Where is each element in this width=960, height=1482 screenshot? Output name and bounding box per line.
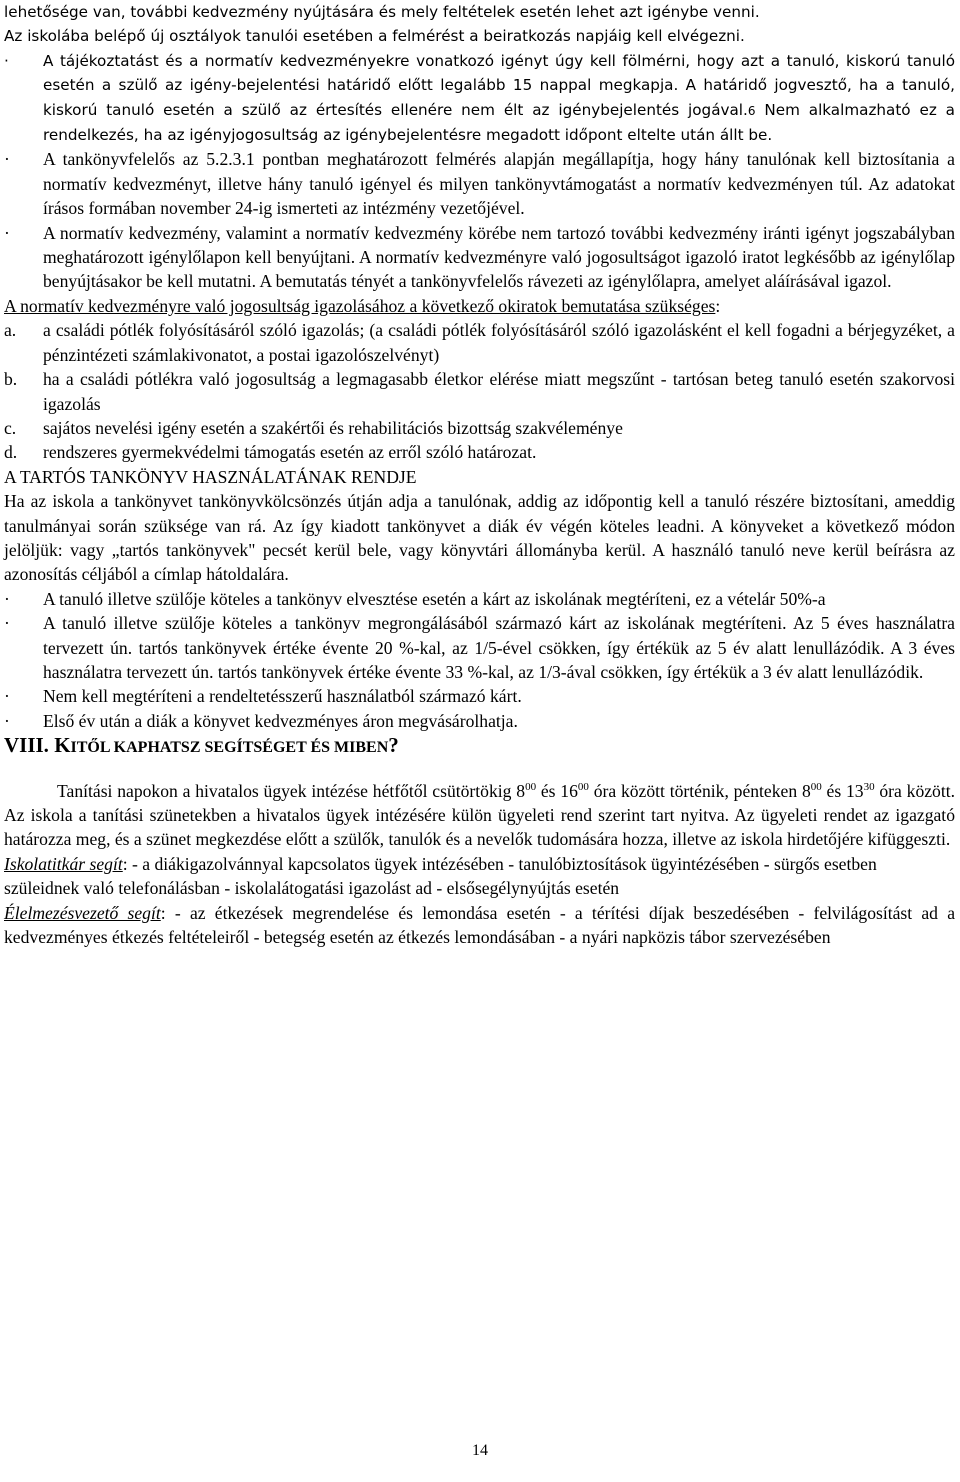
hours-text-2: és 16 bbox=[536, 780, 578, 801]
hours-text-1: Tanítási napokon a hivatalos ügyek intézése hétfőtől csütörtökig 8 bbox=[57, 780, 526, 801]
document-item-c bbox=[4, 416, 955, 440]
bullet-marker: · bbox=[4, 588, 10, 609]
bullet-marker: · bbox=[4, 149, 10, 170]
bullet-text: A tanuló illetve szülője köteles a tankönyv megrongálásából származó kárt az iskolának megtéríteni. Az 5 éves használatra tervezett ún. tartós tankönyvek értéke évente 20 %-kal, az 1/5-ével csökken, így értékük az 5 év alatt lenullázódik. A 3 éves használatra tervezett ún. tartós tankönyvek értéke évente 33 %-kal, az 1/3-ával csökken, így értékük a 3 év alatt lenullázódik. bbox=[43, 613, 955, 682]
hours-sup-2: 00 bbox=[577, 780, 589, 793]
role-title: Iskolatitkár segít bbox=[4, 853, 123, 874]
role-title: Élelmezésvezető segít bbox=[4, 902, 161, 923]
bullet-text: Első év után a diák a könyvet kedvezményes áron megvásárolhatja. bbox=[43, 710, 518, 731]
footnote-ref: 6 bbox=[747, 103, 756, 118]
hours-sup-3: 00 bbox=[810, 780, 822, 793]
bullet-text: A tanuló illetve szülője köteles a tankönyv elvesztése esetén a kárt az iskolának megtéríteni, ez a vételár 50%-a bbox=[43, 588, 826, 609]
office-hours-paragraph bbox=[4, 779, 955, 852]
tartos-bullet-1 bbox=[4, 587, 955, 611]
page-number: 14 bbox=[472, 1442, 488, 1459]
hours-text-5: óra között. Az iskola a tanítási szünetekben a hivatalos ügyek intézésére külön ügyeleti rend szerint tart nyitva. Az ügyeleti rendet az igazgató határozza meg, és a szünet megkezdése előtt a szülők, tanulók és a nevelők tudomására hozza, illetve az iskola hirdetőjére kifüggeszti. bbox=[4, 780, 956, 850]
tartos-bullet-4 bbox=[4, 709, 955, 733]
bullet-tankonyvfelelos bbox=[4, 147, 955, 220]
hours-sup-4: 30 bbox=[863, 780, 875, 793]
section-8-title-rest: ITŐL KAPHATSZ SEGÍTSÉGET ÉS MIBEN bbox=[70, 739, 389, 757]
item-text: ha a családi pótlékra való jogosultság a legmagasabb életkor elérése miatt megszűnt - tartósan beteg tanuló esetén szakorvosi igazolás bbox=[43, 369, 955, 414]
role-text: : - az étkezések megrendelése és lemondása esetén - a térítési díjak beszedésében - felvilágosítást ad a kedvezményes étkezés feltételeiről - betegség esetén az étkezés lemondásában - a nyári napközis tábor szervezésében bbox=[4, 902, 956, 948]
bullet-marker: · bbox=[4, 710, 10, 731]
item-marker: b. bbox=[4, 369, 18, 390]
item-marker: c. bbox=[4, 417, 17, 438]
intro-line-1: lehetősége van, további kedvezmény nyújtására és mely feltételek esetén lehet azt igénybe venni. bbox=[4, 3, 760, 21]
bullet-text-part2: Nem alkalmazható ez a rendelkezés, ha az igényjogosultság az igénybejelentésre megadott időpont eltelte után állt be. bbox=[43, 100, 955, 145]
tartos-bullet-3 bbox=[4, 684, 955, 708]
bullet-text-part1: A tájékoztatást és a normatív kedvezményekre vonatkozó igényt úgy kell fölmérni, hogy azt a tanuló, kiskorú tanuló esetén a szülő az igény-bejelentési határidő előtt legalább 15 nappal megkapja. A határidő jogvesztő, ha a tanuló, kiskorú tanuló esetén a szülő az értesítés ellenére nem élt az igénybejelentés jogával. bbox=[43, 51, 955, 119]
documents-heading bbox=[4, 294, 955, 318]
bullet-igenylolap bbox=[4, 221, 955, 294]
role-iskolatitkar bbox=[4, 852, 955, 901]
tartos-bullet-2 bbox=[4, 611, 955, 684]
bullet-marker: · bbox=[4, 222, 10, 243]
bullet-text bbox=[43, 49, 955, 148]
item-marker: d. bbox=[4, 442, 18, 463]
bullet-marker: · bbox=[4, 51, 9, 70]
bullet-text: A tankönyvfelelős az 5.2.3.1 pontban meghatározott felmérés alapján megállapítja, hogy hány tanulónak kell biztosítania a normatív kedvezményt, illetve hány tanuló igényel és milyen tankönyvtámogatást a normatív kedvezményen túl. Az adatokat írásos formában november 24-ig ismerteti az intézmény vezetőjével. bbox=[43, 149, 955, 219]
role-elelmezesvezeto bbox=[4, 901, 955, 950]
document-item-b bbox=[4, 367, 955, 416]
section-8-title bbox=[4, 733, 955, 760]
bullet-marker: · bbox=[4, 686, 10, 707]
section-8-title-end: ? bbox=[388, 733, 399, 758]
hours-sup-1: 00 bbox=[525, 780, 537, 793]
item-text: a családi pótlék folyósításáról szóló igazolás; (a családi pótlék folyósításáról szóló igazolásként el kell fogadni a bérjegyzéket, a pénzintézeti számlakivonatot, a postai igazolószelvényt) bbox=[43, 320, 955, 365]
section-8-number: VIII. bbox=[4, 733, 55, 758]
intro-line-2: Az iskolába belépő új osztályok tanulói esetében a felmérést a beiratkozás napjáig kell elvégezni. bbox=[4, 27, 745, 46]
bullet-text: Nem kell megtéríteni a rendeltetésszerű használatból származó kárt. bbox=[43, 686, 522, 707]
bullet-tajekoztatas bbox=[4, 49, 955, 148]
bullet-text: A normatív kedvezmény, valamint a normatív kedvezmény körébe nem tartozó további kedvezmény iránti igényt jogszabályban meghatározott igénylőlapon kell benyújtani. A normatív kedvezményre való jogosultságot igazoló iratot legkésőbb az igénylőlap benyújtásakor be kell mutatni. A bemutatás tényét a tankönyvfelelős rávezeti az igénylőlapra, amelyet aláírásával igazol. bbox=[43, 222, 955, 292]
document-item-a bbox=[4, 318, 955, 367]
item-text: rendszeres gyermekvédelmi támogatás esetén az erről szóló határozat. bbox=[43, 442, 537, 463]
bullet-marker: · bbox=[4, 613, 10, 634]
document-item-d bbox=[4, 440, 955, 464]
section-8-title-initial: K bbox=[54, 733, 71, 758]
tartos-paragraph: Ha az iskola a tankönyvet tankönyvkölcsönzés útján adja a tanulónak, addig az időpontig kell a tanuló részére biztosítani, ameddig tanulmányai során szüksége van rá. Az így kiadott tankönyvet a diák év végén köteles leadni. A könyveket a következő módon jelöljük: vagy „tartós tankönyvek" pecsét kerül bele, vagy könyvtári állományba kerül. A használó tanuló neve kerül beírásra az azonosítás céljából a címlap hátoldalára. bbox=[4, 491, 955, 585]
role-text: : - a diákigazolvánnyal kapcsolatos ügyek intézésében - tanulóbiztosítások ügyintézésében - sürgős esetben szüleidnek való telefonálásban - iskolalátogatási igazolást ad - elsősegélynyújtás esetén bbox=[4, 853, 877, 899]
hours-text-4: és 13 bbox=[821, 780, 864, 801]
item-marker: a. bbox=[4, 320, 17, 341]
hours-text-3: óra között történik, pénteken 8 bbox=[588, 780, 811, 801]
tartos-heading: A TARTÓS TANKÖNYV HASZNÁLATÁNAK RENDJE bbox=[4, 466, 417, 487]
documents-heading-text: A normatív kedvezményre való jogosultság igazolásához a következő okiratok bemutatása szükséges bbox=[4, 295, 716, 316]
item-text: sajátos nevelési igény esetén a szakértői és rehabilitációs bizottság szakvéleménye bbox=[43, 417, 623, 438]
documents-heading-colon: : bbox=[715, 295, 721, 316]
